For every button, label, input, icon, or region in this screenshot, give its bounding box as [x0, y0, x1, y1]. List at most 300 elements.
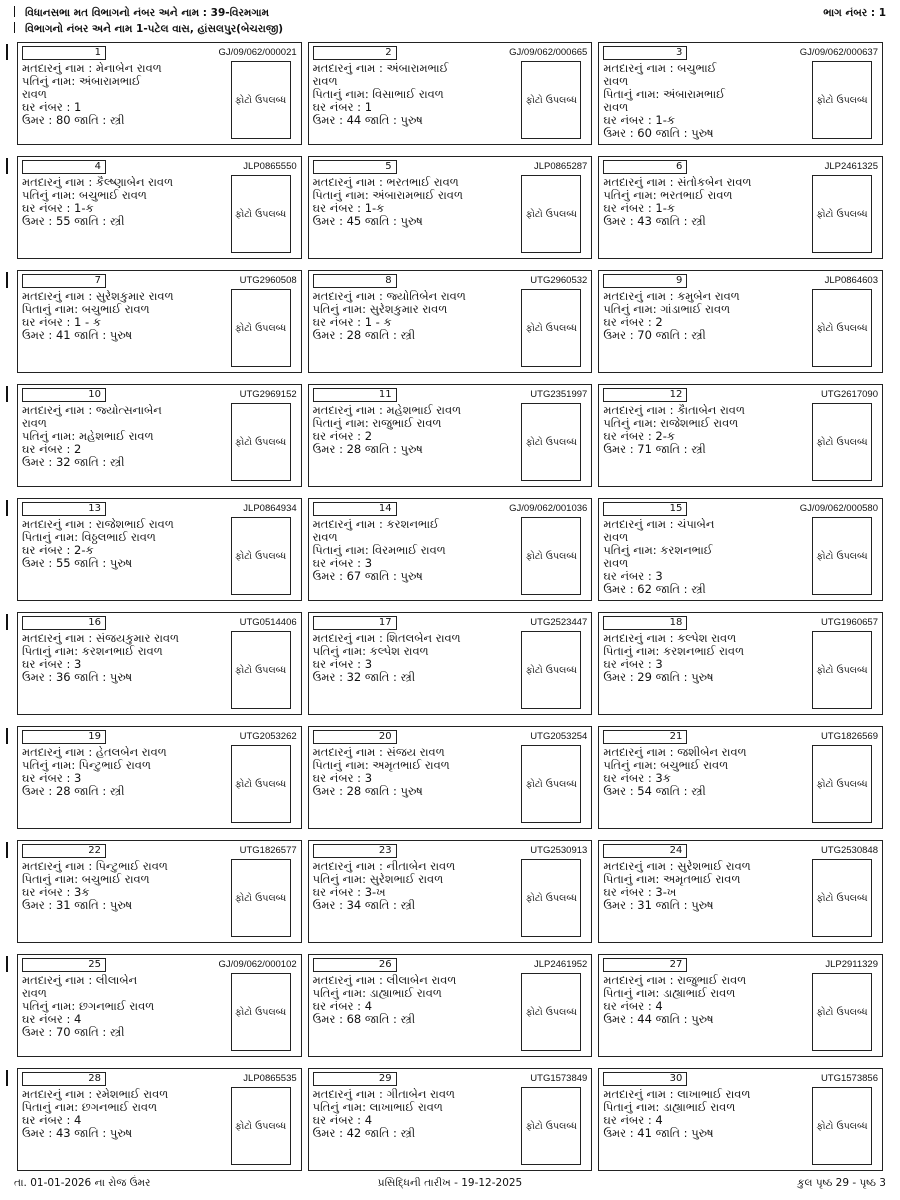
age-label: ઉંમર :: [312, 1013, 343, 1026]
age-value: 45: [346, 215, 362, 228]
voter-name-value: કમુબેન રાવળ: [677, 290, 740, 303]
voter-name-cont-value: રાવળ: [312, 75, 338, 88]
age-gender: [313, 899, 501, 912]
house-number-value: 4: [655, 1114, 663, 1127]
age-value: 42: [346, 1127, 362, 1140]
age-gender: [603, 329, 791, 342]
house-number: [313, 101, 501, 114]
gender-value: પુરુષ: [691, 1127, 714, 1140]
serial-number: 19: [22, 730, 106, 744]
age-gender: [603, 215, 791, 228]
voter-name-label: મતદારનું નામ :: [22, 974, 93, 987]
voter-name-cont: [313, 531, 501, 544]
house-number: [313, 430, 501, 443]
relation-name-cont-value: રાવળ: [22, 88, 47, 101]
voter-name-value: અંબારામભાઈ: [386, 62, 449, 75]
voter-name: [603, 974, 791, 987]
voter-card: [17, 498, 302, 601]
voter-name-value: જ્યોતિબેન રાવળ: [386, 290, 466, 303]
age-gender: [313, 671, 501, 684]
photo-placeholder: ફોટો ઉપલબ્ધ: [231, 403, 291, 481]
age-value: 60: [637, 127, 652, 140]
part-number: ભાગ નંબર : 1: [823, 7, 886, 19]
house-number: [22, 316, 210, 329]
gender-value: પુરુષ: [400, 570, 423, 583]
row-marker: [6, 386, 8, 402]
voter-name: [603, 1088, 791, 1101]
epic-number: UTG0514406: [239, 617, 297, 628]
age-label: ઉંમર :: [22, 114, 53, 127]
relation-name: [313, 873, 501, 886]
age-gender: [603, 671, 791, 684]
relation-name: [603, 544, 791, 557]
age-value: 41: [55, 329, 71, 342]
voter-name-label: મતદારનું નામ :: [603, 860, 674, 873]
age-value: 80: [55, 114, 71, 127]
voter-name: [603, 746, 791, 759]
gender-value: સ્ત્રી: [109, 456, 125, 469]
voter-card: [308, 954, 593, 1057]
voter-name-value: પિન્ટુભાઈ રાવળ: [95, 860, 168, 873]
gender-value: સ્ત્રી: [691, 443, 706, 456]
voter-info: [313, 632, 501, 684]
voter-name: [603, 860, 791, 873]
house-number-label: ઘર નંબર :: [312, 316, 362, 329]
gender-value: સ્ત્રી: [400, 671, 416, 684]
row-marker: [6, 614, 8, 630]
house-number-value: 4: [655, 1000, 663, 1013]
age-gender: [22, 215, 210, 228]
row-marker: [6, 272, 8, 288]
voter-card: [17, 954, 302, 1057]
gender-value: સ્ત્રી: [109, 215, 125, 228]
relation-name: [313, 987, 501, 1000]
voter-card: [598, 954, 883, 1057]
page-footer: [14, 1174, 886, 1194]
house-number-label: ઘર નંબર :: [603, 1114, 652, 1127]
age-label: ઉંમર :: [22, 899, 53, 912]
age-gender: [603, 899, 791, 912]
row-marker: [6, 44, 8, 60]
gender-label: જાતિ :: [364, 785, 397, 798]
voter-info: [22, 974, 210, 1039]
relation-name-value: કરશનભાઈ રાવળ: [81, 645, 163, 658]
age-gender: [22, 1127, 210, 1140]
relation-name-value: વિરમભાઈ રાવળ: [372, 544, 446, 557]
relation-name-value: અંબારામભાઈ: [663, 88, 726, 101]
serial-number: 3: [603, 46, 687, 60]
epic-number: UTG2351997: [530, 389, 588, 400]
relation-name-label: પિતાનું નામ:: [603, 873, 660, 886]
age-gender: [22, 785, 210, 798]
gender-label: જાતિ :: [364, 1127, 397, 1140]
voter-name-label: મતદારનું નામ :: [312, 290, 383, 303]
house-number-label: ઘર નંબર :: [312, 557, 362, 570]
gender-value: સ્ત્રી: [691, 215, 706, 228]
age-value: 71: [637, 443, 652, 456]
house-number-value: 2-ક: [74, 544, 94, 557]
relation-name-label: પિતાનું નામ:: [603, 987, 660, 1000]
voter-name-label: મતદારનું નામ :: [603, 62, 674, 75]
publication-date: પ્રસિદ્ધિની તારીખ - 19-12-2025: [377, 1177, 523, 1189]
gender-label: જાતિ :: [655, 1013, 688, 1026]
epic-number: UTG2053262: [239, 731, 297, 742]
voter-info: [313, 746, 501, 798]
row-marker: [6, 956, 8, 972]
epic-number: UTG2960508: [239, 275, 297, 286]
age-value: 34: [346, 899, 362, 912]
voter-card: [17, 270, 302, 373]
age-label: ઉંમર :: [312, 899, 343, 912]
house-number-label: ઘર નંબર :: [22, 886, 71, 899]
voter-name-label: મતદારનું નામ :: [312, 974, 383, 987]
house-number: [603, 886, 791, 899]
age-gender: [22, 899, 210, 912]
age-label: ઉંમર :: [312, 1127, 343, 1140]
voter-card: [308, 42, 593, 145]
house-number: [603, 658, 791, 671]
gender-value: પુરુષ: [691, 1013, 714, 1026]
voter-name-value: સંજય રાવળ: [386, 746, 445, 759]
voter-name-value: લીલાબેન: [95, 974, 138, 987]
epic-number: JLP2461325: [824, 161, 878, 172]
voter-name-value: જશીબેન રાવળ: [677, 746, 747, 759]
house-number-value: 3: [364, 557, 373, 570]
epic-number: GJ/09/062/000102: [218, 959, 297, 970]
voter-name-label: મતદારનું નામ :: [603, 632, 674, 645]
house-number: [603, 570, 791, 583]
gender-value: સ્ત્રી: [109, 114, 125, 127]
gender-value: પુરુષ: [400, 114, 423, 127]
age-value: 28: [55, 785, 71, 798]
relation-name-value: લાખાભાઈ રાવળ: [369, 1101, 443, 1114]
photo-placeholder: ફોટો ઉપલબ્ધ: [812, 973, 872, 1051]
gender-value: સ્ત્રી: [400, 899, 416, 912]
house-number-label: ઘર નંબર :: [603, 202, 652, 215]
relation-name-value: અંબારામભાઈ: [78, 75, 141, 88]
serial-number: 18: [603, 616, 687, 630]
relation-name-value: અમૃતભાઈ રાવળ: [663, 873, 741, 886]
voter-info: [603, 860, 791, 912]
relation-name: [603, 88, 791, 101]
photo-placeholder: ફોટો ઉપલબ્ધ: [812, 403, 872, 481]
serial-number: 11: [313, 388, 397, 402]
relation-name-value: ડાહ્યાભાઈ રાવળ: [369, 987, 442, 1000]
photo-placeholder: ફોટો ઉપલબ્ધ: [521, 859, 581, 937]
relation-name: [313, 303, 501, 316]
house-number-label: ઘર નંબર :: [22, 316, 71, 329]
gender-label: જાતિ :: [364, 329, 397, 342]
serial-number: 27: [603, 958, 687, 972]
gender-value: સ્ત્રી: [400, 1013, 416, 1026]
voter-info: [22, 1088, 210, 1140]
voter-card: [17, 726, 302, 829]
house-number-label: ઘર નંબર :: [22, 1114, 71, 1127]
age-value: 28: [346, 785, 362, 798]
gender-label: જાતિ :: [74, 456, 107, 469]
relation-name-value: બચુભાઈ રાવળ: [81, 873, 150, 886]
gender-value: પુરુષ: [400, 785, 423, 798]
house-number: [603, 430, 791, 443]
row-marker: [6, 158, 8, 174]
voter-name-label: મતદારનું નામ :: [22, 1088, 93, 1101]
voter-card: [17, 156, 302, 259]
voter-name-cont: [22, 417, 210, 430]
constituency-text: વિધાનસભા મત વિભાગનો નંબર અને નામ : 39-વિરમગામ: [25, 7, 270, 19]
relation-name-label: પતિનું નામ:: [312, 1101, 366, 1114]
age-value: 55: [55, 215, 71, 228]
serial-number: 17: [313, 616, 397, 630]
gender-label: જાતિ :: [655, 785, 688, 798]
voter-name: [603, 176, 791, 189]
photo-placeholder: ફોટો ઉપલબ્ધ: [231, 175, 291, 253]
constituency-line: [14, 6, 269, 21]
age-gender: [603, 785, 791, 798]
gender-value: પુરુષ: [400, 443, 423, 456]
voter-info: [603, 290, 791, 342]
voter-name-label: મતદારનું નામ :: [312, 632, 383, 645]
voter-name-value: ચંપાબેન: [677, 518, 715, 531]
row-marker: [6, 728, 8, 744]
house-number: [603, 772, 791, 785]
house-number: [22, 101, 210, 114]
gender-label: જાતિ :: [655, 1127, 688, 1140]
relation-name: [22, 1000, 210, 1013]
gender-value: પુરુષ: [109, 671, 133, 684]
house-number-label: ઘર નંબર :: [312, 202, 362, 215]
serial-number: 4: [22, 160, 106, 174]
epic-number: UTG2053254: [530, 731, 588, 742]
photo-placeholder: ફોટો ઉપલબ્ધ: [231, 61, 291, 139]
relation-name: [313, 189, 501, 202]
relation-name-value: પિન્ટુભાઈ રાવળ: [78, 759, 151, 772]
house-number-label: ઘર નંબર :: [312, 1114, 362, 1127]
house-number: [313, 658, 501, 671]
voter-name: [22, 176, 210, 189]
voter-info: [22, 290, 210, 342]
epic-number: GJ/09/062/000021: [218, 47, 297, 58]
relation-name-label: પતિનું નામ:: [603, 544, 657, 557]
relation-name: [22, 430, 210, 443]
age-label: ઉંમર :: [603, 671, 634, 684]
voter-name-value: ભરતભાઈ રાવળ: [386, 176, 459, 189]
photo-placeholder: ફોટો ઉપલબ્ધ: [521, 631, 581, 709]
relation-name-value: વિઠ્ઠલભાઈ રાવળ: [81, 531, 156, 544]
page-count: કુલ પૃષ્ઠ 29 - પૃષ્ઠ 3: [797, 1177, 886, 1189]
relation-name: [313, 1101, 501, 1114]
relation-name: [603, 987, 791, 1000]
house-number: [22, 1114, 210, 1127]
relation-name-value: બચુભાઈ રાવળ: [81, 303, 150, 316]
epic-number: JLP0865535: [243, 1073, 297, 1084]
voter-name-cont-value: રાવળ: [603, 531, 629, 544]
house-number-label: ઘર નંબર :: [603, 772, 652, 785]
house-number: [22, 886, 210, 899]
age-label: ઉંમર :: [312, 785, 343, 798]
relation-name: [22, 75, 210, 88]
gender-value: પુરુષ: [109, 329, 133, 342]
voter-name-value: કૈલ્ષ્ણાબેન રાવળ: [95, 176, 174, 189]
epic-number: GJ/09/062/000637: [799, 47, 878, 58]
gender-label: જાતિ :: [74, 557, 107, 570]
voter-name: [22, 974, 210, 987]
relation-name: [22, 1101, 210, 1114]
relation-name-label: પિતાનું નામ:: [22, 531, 79, 544]
house-number: [22, 202, 210, 215]
epic-number: GJ/09/062/000665: [509, 47, 588, 58]
relation-name-cont: [603, 557, 791, 570]
relation-name-value: કરશનભાઈ રાવળ: [663, 645, 745, 658]
age-value: 68: [346, 1013, 362, 1026]
voter-name: [22, 860, 210, 873]
voter-name-value: જ્યોત્સનાબેન: [95, 404, 162, 417]
age-label: ઉંમર :: [22, 456, 53, 469]
serial-number: 13: [22, 502, 106, 516]
relation-name: [313, 88, 501, 101]
photo-placeholder: ફોટો ઉપલબ્ધ: [231, 1087, 291, 1165]
voter-name-cont: [22, 987, 210, 1000]
age-gender: [22, 456, 210, 469]
photo-placeholder: ફોટો ઉપલબ્ધ: [231, 631, 291, 709]
voter-info: [313, 62, 501, 127]
serial-number: 14: [313, 502, 397, 516]
serial-number: 9: [603, 274, 687, 288]
relation-name: [603, 645, 791, 658]
house-number-value: 1 - ક: [364, 316, 392, 329]
relation-name-label: પતિનું નામ:: [603, 303, 657, 316]
age-label: ઉંમર :: [603, 215, 634, 228]
relation-name-label: પિતાનું નામ:: [312, 759, 369, 772]
gender-label: જાતિ :: [364, 1013, 397, 1026]
relation-name-label: પતિનું નામ:: [22, 1000, 76, 1013]
age-value: 44: [346, 114, 362, 127]
gender-value: પુરુષ: [691, 671, 714, 684]
age-gender: [603, 127, 791, 140]
house-number: [313, 557, 501, 570]
house-number-label: ઘર નંબર :: [603, 570, 652, 583]
relation-name-label: પિતાનું નામ:: [312, 544, 369, 557]
relation-name-label: પિતાનું નામ:: [603, 1101, 660, 1114]
house-number-value: 3-ખ: [655, 886, 677, 899]
voter-info: [22, 632, 210, 684]
gender-label: જાતિ :: [655, 329, 688, 342]
house-number-label: ઘર નંબર :: [312, 658, 362, 671]
gender-label: જાતિ :: [655, 899, 688, 912]
voter-name: [313, 518, 501, 531]
age-value: 29: [637, 671, 652, 684]
voter-info: [313, 974, 501, 1026]
voter-card: [308, 840, 593, 943]
relation-name-label: પિતાનું નામ:: [22, 873, 79, 886]
voter-name-label: મતદારનું નામ :: [312, 404, 383, 417]
voter-name-value: સુરેશકુમાર રાવળ: [95, 290, 174, 303]
serial-number: 16: [22, 616, 106, 630]
serial-number: 26: [313, 958, 397, 972]
house-number: [603, 1000, 791, 1013]
voter-name-value: કરશનભાઈ: [386, 518, 439, 531]
serial-number: 28: [22, 1072, 106, 1086]
house-number-value: 3: [655, 658, 663, 671]
voter-name-label: મતદારનું નામ :: [22, 632, 93, 645]
house-number: [603, 316, 791, 329]
voter-card: [17, 384, 302, 487]
voter-name: [22, 518, 210, 531]
gender-value: સ્ત્રી: [109, 1026, 125, 1039]
relation-name: [603, 873, 791, 886]
voter-grid: [14, 38, 886, 1175]
voter-name-value: મેનાબેન રાવળ: [95, 62, 162, 75]
age-value: 41: [637, 1127, 652, 1140]
age-label: ઉંમર :: [603, 1013, 634, 1026]
relation-name: [603, 1101, 791, 1114]
relation-name: [603, 189, 791, 202]
photo-placeholder: ફોટો ઉપલબ્ધ: [812, 289, 872, 367]
relation-name: [603, 759, 791, 772]
voter-name: [603, 404, 791, 417]
serial-number: 15: [603, 502, 687, 516]
relation-name-cont-value: રાવળ: [603, 557, 629, 570]
voter-card: [598, 840, 883, 943]
relation-name-label: પિતાનું નામ:: [312, 88, 369, 101]
house-number: [313, 202, 501, 215]
photo-placeholder: ફોટો ઉપલબ્ધ: [231, 973, 291, 1051]
relation-name: [603, 303, 791, 316]
voter-name-label: મતદારનું નામ :: [603, 404, 674, 417]
age-label: ઉંમર :: [603, 899, 634, 912]
serial-number: 20: [313, 730, 397, 744]
voter-card: [17, 612, 302, 715]
gender-value: પુરુષ: [400, 215, 423, 228]
gender-value: સ્ત્રી: [400, 1127, 416, 1140]
voter-card: [17, 1068, 302, 1171]
epic-number: UTG1826569: [820, 731, 878, 742]
photo-placeholder: ફોટો ઉપલબ્ધ: [521, 745, 581, 823]
relation-name: [313, 544, 501, 557]
house-number: [313, 1114, 501, 1127]
relation-name-label: પિતાનું નામ:: [312, 189, 369, 202]
relation-name: [22, 645, 210, 658]
section-text: વિભાગનો નંબર અને નામ 1-પટેલ વાસ, હાંસલપુર(બેચરાજી): [25, 23, 284, 35]
photo-placeholder: ફોટો ઉપલબ્ધ: [812, 175, 872, 253]
photo-placeholder: ફોટો ઉપલબ્ધ: [521, 973, 581, 1051]
relation-name: [22, 873, 210, 886]
voter-name-label: મતદારનું નામ :: [22, 290, 93, 303]
house-number-label: ઘર નંબર :: [22, 544, 71, 557]
voter-info: [603, 518, 791, 596]
house-number-label: ઘર નંબર :: [22, 772, 71, 785]
house-number-value: 3-ખ: [364, 886, 386, 899]
epic-number: JLP0865287: [533, 161, 588, 172]
voter-info: [603, 176, 791, 228]
age-value: 43: [55, 1127, 71, 1140]
relation-name-value: ગાંડાભાઈ રાવળ: [660, 303, 731, 316]
voter-name: [22, 290, 210, 303]
voter-name-value: કલ્પેશ રાવળ: [677, 632, 737, 645]
voter-name-value: લીલાબેન રાવળ: [386, 974, 457, 987]
house-number-label: ઘર નંબર :: [22, 101, 71, 114]
photo-placeholder: ફોટો ઉપલબ્ધ: [812, 859, 872, 937]
relation-name-cont: [22, 88, 210, 101]
house-number-label: ઘર નંબર :: [22, 658, 71, 671]
age-gender: [603, 1127, 791, 1140]
relation-name-label: પતિનું નામ:: [312, 873, 366, 886]
age-label: ઉંમર :: [312, 329, 343, 342]
relation-name-value: ડાહ્યાભાઈ રાવળ: [663, 987, 736, 1000]
relation-name-label: પિતાનું નામ:: [603, 645, 660, 658]
epic-number: UTG2530848: [820, 845, 878, 856]
relation-name-value: ડાહ્યાભાઈ રાવળ: [663, 1101, 736, 1114]
age-gender: [313, 215, 501, 228]
